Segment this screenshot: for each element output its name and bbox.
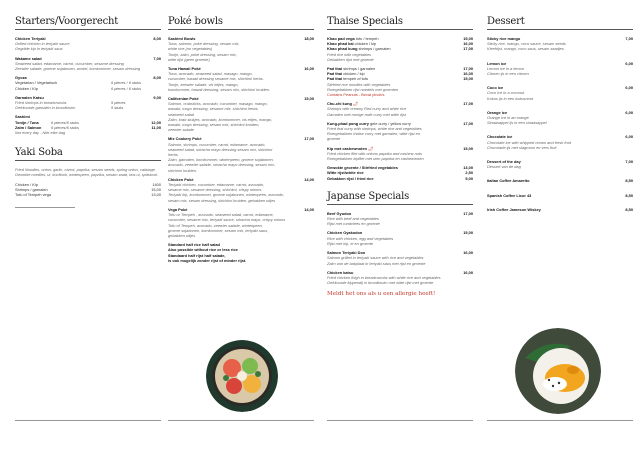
menu-item — [487, 110, 633, 126]
item-desc: Gegrilde kip in teriyaki saus — [15, 46, 63, 52]
menu-item — [15, 182, 161, 198]
item-name: Californian Poké — [168, 96, 199, 102]
dessert-list — [487, 36, 633, 212]
item-name: Pad thai — [327, 76, 343, 82]
item-desc: seaweed salad — [168, 111, 194, 117]
item-desc: avocado, zeewier salade, sriracha mayo dressing, sesam mix, — [168, 162, 276, 168]
menu-item — [15, 114, 161, 135]
item-desc: wasabi, mayo dressing, sesam mix, shichimi kruiden, — [168, 122, 260, 128]
japanese-list — [327, 211, 473, 285]
item-desc: groente — [327, 136, 341, 142]
item-name: Khao phad kung — [327, 46, 358, 52]
divider — [15, 207, 75, 208]
menu-item — [327, 101, 473, 117]
variant-label: Tonijn / Tuna — [15, 119, 39, 125]
menu-item — [168, 136, 314, 172]
item-name: Shrimps / garnalen — [15, 186, 48, 192]
item-name: Chicken / Kip — [15, 181, 38, 187]
item-price: 18,00 — [304, 36, 314, 41]
item-name: Gebakken rijst / fried rice — [327, 175, 374, 181]
variant-option: 6 pieces/6 stuks — [51, 119, 79, 125]
item-desc: Chocolade ijs met slagroom en vers fruit — [487, 144, 557, 150]
menu-item — [168, 96, 314, 132]
item-desc: Seaweed salad, edamame, carrot, cucumber, sesame dressing — [15, 60, 124, 66]
item-desc: Grilled chicken in teriyaki sauce — [15, 41, 70, 47]
item-price: 6,00 — [625, 134, 633, 140]
item-desc: Rijst met rundvlees en groente — [327, 221, 380, 227]
poke-title: Poké bowls — [168, 16, 314, 30]
menu-item — [487, 36, 633, 52]
menu-item — [487, 134, 633, 150]
menu-item — [15, 36, 161, 52]
item-name: Italian Coffee Amaretto — [487, 178, 530, 184]
menu-item — [487, 85, 633, 101]
item-desc: Teriyaki chicken, cucumber, edamame, carrot, avocado, — [168, 182, 265, 188]
item-name: Spanish Coffee Licor 43 — [487, 192, 532, 198]
item-price: 8,00 — [153, 36, 161, 41]
item-price: 15,00 — [463, 76, 473, 82]
variant-option: 6 pieces / 6 stuks — [111, 80, 142, 86]
variant-option: 5 pieces — [111, 100, 126, 106]
item-price: 17,00 — [304, 136, 314, 142]
item-desc: Garnalen met romige rode curry met witte rijst — [327, 111, 406, 117]
allergy-notice: Meldt het ons als u een allergie heeft! — [327, 291, 436, 298]
thai-title: Thaise Specials — [327, 16, 473, 30]
item-name: Sticky rice mango — [487, 36, 521, 41]
variant-option: 6 pieces / 6 stuks — [111, 85, 142, 91]
item-variant: tempeh of tofu — [342, 76, 369, 82]
menu-item — [168, 36, 314, 62]
variant-price: 12,00 — [151, 119, 161, 125]
item-desc: Tofu or Tempeh , avocado, seaweed salad, carrot, edamame, — [168, 212, 274, 218]
column-poke — [168, 0, 314, 267]
variant-label: Chicken / Kip — [15, 85, 38, 91]
item-variant: shrimps / garnalen — [357, 46, 391, 52]
item-desc: witte rijst (geen groente) — [168, 56, 210, 62]
item-name: Irish Coffee Jameson Wiskey — [487, 206, 541, 212]
item-name: Khao phad kai — [327, 41, 354, 47]
item-desc: Roergebakken kipfilet met uien paprika en cashewnoten — [327, 156, 424, 162]
item-price: 16,00 — [463, 250, 473, 256]
item-price: 17,00 — [463, 120, 473, 126]
item-name: Tuna Hawaii Poké — [168, 66, 201, 72]
item-note: Not every day - Niet elke dag — [15, 130, 66, 136]
item-price: 6,00 — [625, 109, 633, 115]
item-desc: Gewokte noedles, ui, knoflook, wintenpeen, paprika, sesam zaad, bos ui, spitskool. — [15, 172, 158, 178]
item-desc: gebakken uitjes — [168, 232, 196, 238]
item-desc: Sinaasappel ijs in een sinaasappel — [487, 120, 547, 126]
item-name: Witte rijst/white rice — [327, 170, 364, 176]
item-price: 13,00 — [463, 165, 473, 171]
item-price: 8,50 — [625, 206, 633, 212]
footer-line: is ook mogelijk zonder rijst of minder rijst. — [168, 257, 247, 263]
menu-item — [327, 36, 473, 62]
item-price: 17,00 — [463, 46, 473, 52]
starters-title: Starters/Voorgerecht — [15, 16, 161, 30]
item-price: 15,00 — [151, 186, 161, 192]
bottom-divider — [15, 420, 161, 421]
poke-footer — [168, 242, 314, 263]
item-price: 5,00 — [465, 175, 473, 181]
menu-item — [15, 95, 161, 111]
japanese-title: Japanse Specials — [327, 191, 473, 205]
item-name: Pad thai — [327, 71, 343, 77]
item-desc: Zalm, krab stukjes, avocado, komkommer, vis eitjes, mango, — [168, 116, 273, 122]
column-starters — [15, 0, 161, 208]
variant-option: 6 pieces/6 stuks — [51, 124, 79, 130]
item-name: Pad thai — [327, 66, 343, 72]
menu-item — [327, 230, 473, 246]
menu-item — [327, 146, 473, 162]
item-desc: Salmon grilled in teriyaki sauce with rice and vegetables — [327, 255, 424, 261]
bottom-divider — [168, 420, 314, 421]
item-desc: Zeewier salade, groene sojabonen, wortel, komkommer, sesam dressing — [15, 66, 140, 72]
menu-item — [15, 75, 161, 91]
item-name: Chicken Poké — [168, 176, 194, 182]
item-desc: seaweed salad, sriracha mayo dressing sesam mix, shichimi — [168, 146, 273, 152]
item-name: Wakame salad — [15, 55, 42, 61]
item-price: 7,00 — [625, 159, 633, 165]
item-variant: shrimps / garnalen — [342, 66, 376, 72]
item-name: Kip met cashewnoten — [327, 145, 367, 151]
item-price: 9,00 — [153, 94, 161, 100]
menu-item — [15, 56, 161, 72]
item-price: 14,00 — [304, 176, 314, 182]
item-price: 15,00 — [304, 96, 314, 102]
item-desc: Fried Noodles, onion, garlic, carrot, paprika, sesam seeds, spring onion, cabbage. — [15, 167, 157, 173]
item-price: 16,00 — [463, 269, 473, 275]
item-desc: Rice with chicken, egg and vegetables — [327, 235, 394, 241]
item-desc: Rijst met kip, ei en groente — [327, 240, 374, 246]
item-desc: Gebakken rijst met groente — [327, 56, 374, 62]
item-desc: Tonijn, zalm, poké dressing, sesam mix, — [168, 51, 237, 57]
column-dessert — [487, 0, 633, 216]
item-desc: Chocolate ice with whipped cream and fresh fruit — [487, 139, 571, 145]
item-name: Salmon Teriyaki Don — [327, 250, 366, 256]
starters-list — [15, 36, 161, 135]
item-price: 16,00 — [463, 41, 473, 47]
item-price: 16,00 — [463, 71, 473, 77]
menu-item — [487, 61, 633, 77]
item-name: Chocolate ice — [487, 134, 513, 140]
item-price: 13,00 — [151, 192, 161, 198]
item-desc: Zalm van de bakplaat in teriyaki saus met rijst en groente — [327, 260, 426, 266]
item-desc: Orange ice in an orange — [487, 115, 529, 121]
item-desc: Kleefrijst, mango, coco saus, sesam zaadjes — [487, 46, 564, 52]
item-desc: Teriyaki kip, komkommer, groene sojabonen, wintenpeen, avocado, — [168, 192, 284, 198]
item-name: Mix Cookery Poké — [168, 136, 202, 142]
variant-label: Vegetarian / Vegetarisch — [15, 80, 58, 86]
item-price: 2,50 — [465, 170, 473, 176]
item-desc: groene sojabonen, komkommer, sesam mix, teriyaki saus, — [168, 227, 269, 233]
variant-label: Fried shrimps in breadcrumbs — [15, 100, 67, 106]
item-desc: Roergebakken rijst noedels met groenten — [327, 86, 399, 92]
item-name: Coco ice — [487, 85, 504, 91]
item-desc: zeewier salade — [168, 127, 194, 133]
item-name: Gyoza — [15, 75, 27, 81]
item-price: 17,00 — [463, 66, 473, 72]
item-desc: Gefrituurde kippendij in broodkruim met witte rijst met groente — [327, 280, 434, 286]
menu-item — [327, 211, 473, 227]
thai-list — [327, 36, 473, 181]
item-name: Beef Gyudon — [327, 210, 352, 216]
chili-pepper-icon: 🌶 — [352, 101, 359, 107]
variant-label: Zalm / Salmon — [15, 124, 42, 130]
item-desc: shichimi kruiden. — [168, 167, 197, 173]
menu-item — [327, 165, 473, 181]
menu-item — [487, 178, 633, 183]
item-price: 8,00 — [153, 75, 161, 81]
item-name: Sashimi — [15, 114, 30, 120]
menu-item — [487, 207, 633, 212]
menu-item — [168, 66, 314, 92]
item-price: 17,00 — [463, 101, 473, 107]
column-thai — [327, 0, 473, 297]
menu-item — [487, 159, 633, 169]
item-name: Garnalen Katsu — [15, 94, 44, 100]
variant-option: 5 stuks — [111, 105, 124, 111]
menu-item — [327, 66, 473, 97]
item-name: Sashimi Bowls — [168, 36, 196, 41]
item-variant: tofu / tempeh — [354, 36, 379, 41]
item-price: 16,00 — [304, 66, 314, 72]
chili-pepper-icon: 🌶 — [368, 145, 374, 151]
bottom-divider — [487, 420, 633, 421]
item-name: Dessert of the day — [487, 159, 521, 165]
item-desc: Roergebakken thaise curry met garnalen, witte rijst en — [327, 131, 420, 137]
item-desc: Salmon, crabsticks, avocado, cucumber, masago, mango, — [168, 101, 268, 107]
menu-item — [487, 193, 633, 198]
item-name: Orange ice — [487, 109, 508, 115]
item-price: 15,00 — [463, 145, 473, 151]
item-name: Lemon ice — [487, 60, 507, 66]
item-desc: Coco ice in a coconut — [487, 90, 525, 96]
item-name: Kung-phad pong curry — [327, 120, 369, 126]
item-desc: sesame mix, sesame dressing, shichimi, crispy onions — [168, 187, 262, 193]
item-desc: herbs. — [168, 152, 179, 158]
item-name: Vega Poké — [168, 206, 188, 212]
item-variant: gele curry / yellow curry — [368, 120, 411, 126]
dessert-title: Dessert — [487, 16, 633, 30]
variant-price: 11,00 — [151, 124, 161, 130]
item-price: 17,00 — [463, 210, 473, 216]
item-name: Chicken Oyakodon — [327, 230, 363, 236]
item-desc: Tuna, salmon, poké dressing, sesam mix, — [168, 41, 240, 47]
item-desc: Kokos ijs in een kokosnoot — [487, 95, 534, 101]
item-desc: Tuna, avocado, seaweed salad, masago, mango, — [168, 71, 253, 77]
item-desc: Stirfried rice noodles with vegetables — [327, 81, 391, 87]
item-desc: Dessert van de dag — [487, 164, 521, 170]
item-price: 14,00 — [304, 206, 314, 212]
item-price: 8,50 — [625, 192, 633, 198]
item-price: 6,00 — [625, 60, 633, 66]
item-desc: komkommer, hawaii dressing, sesam mix, shichimi kruiden. — [168, 86, 271, 92]
item-desc: cucumber, sesame mix, teriyaki sauce, sriracha mayo, crispy onions — [168, 217, 286, 223]
poke-list — [168, 36, 314, 263]
footer-line: Also possible without rice or less rice — [168, 247, 238, 253]
item-desc: wasabi, mayo dressing, sesame mix, shichimi herbs, — [168, 106, 259, 112]
item-name: Chicken Teriyaki — [15, 36, 46, 41]
item-price: 7,00 — [153, 55, 161, 61]
item-price: 6,00 — [625, 85, 633, 91]
menu-item — [168, 177, 314, 203]
footer-line: Standaard half rijst half salade, — [168, 252, 226, 258]
item-desc: Shrimps with creamy Red curry and white rice — [327, 106, 407, 112]
item-desc: Salmon, shrimps, cucumber, carrot, edamame, avocado, — [168, 141, 266, 147]
menu-item — [327, 121, 473, 142]
menu-item — [168, 207, 314, 238]
menu-item — [327, 270, 473, 286]
item-desc: Zalm, garnalen, komkommer, wintenpeen, groene sojabonen, — [168, 157, 274, 163]
item-desc: Lemon ice in a lemon — [487, 65, 524, 71]
allergen-warning: Contains Peanuts - Bevat pinda's — [327, 92, 385, 98]
mango-sticky-rice-image — [515, 328, 601, 414]
item-desc: Fried chicken filet with onions paprika and cashew nuts — [327, 150, 422, 156]
variant-label: Gefrituurde garnalen in broodkruim — [15, 105, 76, 111]
item-name: Chu-chi kung — [327, 101, 352, 107]
item-variant: chicken / kip — [353, 41, 377, 47]
item-price: 8,50 — [625, 178, 633, 184]
menu-item — [15, 167, 161, 177]
item-price: 15,00 — [463, 230, 473, 236]
menu-item — [327, 250, 473, 266]
footer-line: Standard half rice half salad — [168, 242, 220, 248]
item-desc: Tofu of Tempeh, avocado, zeewier salade, wintenpeen, — [168, 222, 263, 228]
item-desc: Citroen ijs in een citroen — [487, 71, 529, 77]
item-price: 15,00 — [463, 36, 473, 41]
item-desc: sesam mix, sesam dressing, shichimi kruiden, gebakken uitjes — [168, 197, 276, 203]
item-variant: chicken / kip — [342, 71, 365, 77]
item-name: Gewokte groente / Stirfried vegetables — [327, 165, 398, 171]
item-desc: Rice with beef and vegetables — [327, 216, 379, 222]
item-price: 7,00 — [625, 36, 633, 41]
yaki-soba-title: Yaki Soba — [15, 147, 161, 161]
item-desc: Tonijn, zeewier salade, vis eitjes, mango, — [168, 81, 239, 87]
item-desc: Fried rice with vegetables — [327, 51, 372, 57]
item-price: 1400 — [152, 181, 161, 187]
item-desc: Fried chicken thigh in breadcrumbs with white rice and vegetables — [327, 274, 441, 280]
item-desc: Sticky rice, mango, coco sauce, sesam seeds — [487, 41, 566, 47]
item-desc: Fried thai curry with shrimps, white rice and vegetables — [327, 126, 422, 132]
item-desc: cucumber, hawaii dressing sesame mix, shichimi herbs. — [168, 76, 264, 82]
item-name: Khao pad vega — [327, 36, 355, 41]
item-name: Tofu of Tempeh vega — [15, 192, 52, 198]
item-name: Chicken katsu — [327, 269, 354, 275]
item-desc: white rice (no vegetables) — [168, 46, 213, 52]
yaki-soba-list — [15, 167, 161, 197]
poke-bowl-image — [206, 340, 278, 412]
bottom-divider — [327, 420, 473, 421]
